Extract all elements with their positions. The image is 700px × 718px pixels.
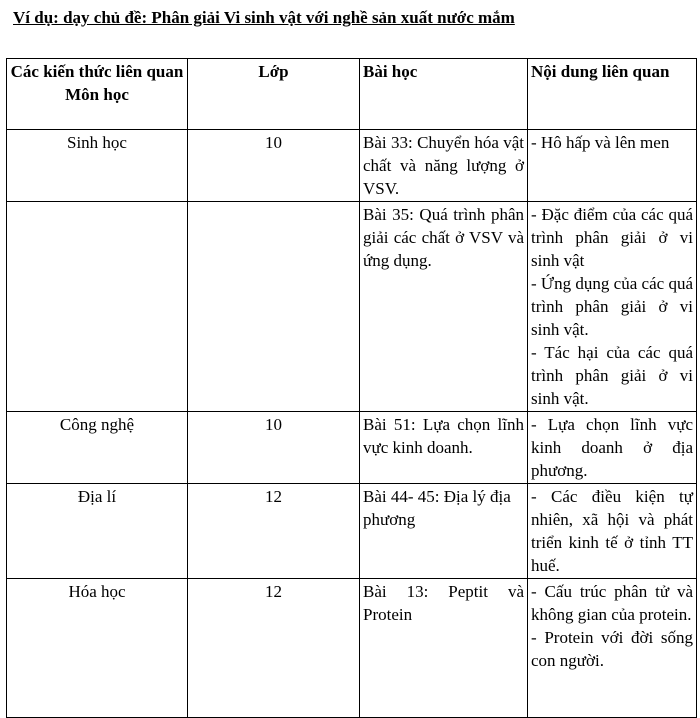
cell-content <box>528 579 697 718</box>
lesson-table <box>6 58 697 718</box>
cell-subject: Địa lí <box>7 484 188 579</box>
cell-content <box>528 130 697 202</box>
cell-grade: 10 <box>188 130 360 202</box>
table-row <box>7 484 697 579</box>
content-line: - Đặc điểm của các quá trình phân giải ở vi sinh vật <box>531 205 693 270</box>
cell-subject <box>7 202 188 412</box>
header-lesson: Bài học <box>360 59 528 130</box>
cell-lesson: Bài 35: Quá trình phân giải các chất ở VSV và ứng dụng. <box>360 202 528 412</box>
content-line: - Các điều kiện tự nhiên, xã hội và phát triển kinh tế ở tỉnh TT huế. <box>531 487 693 575</box>
cell-grade: 12 <box>188 579 360 718</box>
cell-grade <box>188 202 360 412</box>
table-header-row <box>7 59 697 130</box>
content-line: - Protein với đời sống con người. <box>531 628 693 670</box>
table-row <box>7 202 697 412</box>
cell-content <box>528 412 697 484</box>
table-row <box>7 579 697 718</box>
header-content: Nội dung liên quan <box>528 59 697 130</box>
content-line: - Cấu trúc phân tử và không gian của protein. <box>531 582 693 624</box>
content-line: - Hô hấp và lên men <box>531 133 670 152</box>
content-line: - Lựa chọn lĩnh vực kinh doanh ở địa phương. <box>531 415 693 480</box>
cell-lesson: Bài 51: Lựa chọn lĩnh vực kinh doanh. <box>360 412 528 484</box>
header-grade: Lớp <box>188 59 360 130</box>
header-subject: Các kiến thức liên quan Môn học <box>7 59 188 130</box>
content-line: - Ứng dụng của các quá trình phân giải ở vi sinh vật. <box>531 274 693 339</box>
cell-subject: Sinh học <box>7 130 188 202</box>
cell-lesson: Bài 13: Peptit và Protein <box>360 579 528 718</box>
page-heading: Ví dụ: dạy chủ đề: Phân giải Vi sinh vật với nghề sản xuất nước mắm <box>13 8 515 27</box>
table-row <box>7 130 697 202</box>
content-line: - Tác hại của các quá trình phân giải ở vi sinh vật. <box>531 343 693 408</box>
cell-subject: Công nghệ <box>7 412 188 484</box>
cell-lesson: Bài 33: Chuyển hóa vật chất và năng lượng ở VSV. <box>360 130 528 202</box>
cell-content <box>528 484 697 579</box>
cell-content <box>528 202 697 412</box>
cell-lesson: Bài 44- 45: Địa lý địa phương <box>360 484 528 579</box>
table-row <box>7 412 697 484</box>
cell-grade: 10 <box>188 412 360 484</box>
cell-subject: Hóa học <box>7 579 188 718</box>
cell-grade: 12 <box>188 484 360 579</box>
